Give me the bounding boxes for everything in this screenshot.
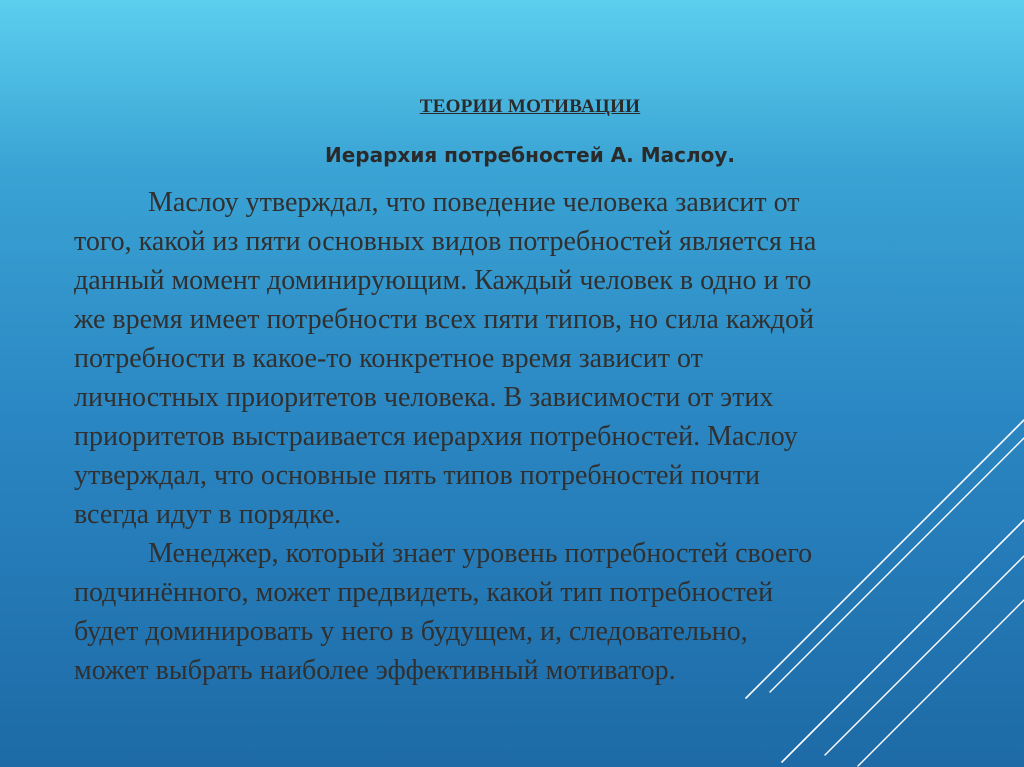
text-line: утверждал, что основные пять типов потребностей почти <box>74 460 760 491</box>
text-line: может выбрать наиболее эффективный мотиватор. <box>74 655 676 686</box>
text-line: потребности в какое-то конкретное время зависит от <box>74 343 703 374</box>
text-line: того, какой из пяти основных видов потребностей является на <box>74 226 817 257</box>
text-line: всегда идут в порядке. <box>74 499 342 530</box>
text-line: Маслоу утверждал, что поведение человека зависит от <box>148 187 800 218</box>
text-line: приоритетов выстраивается иерархия потребностей. Маслоу <box>74 421 798 452</box>
slide-title: ТЕОРИИ МОТИВАЦИИ <box>419 96 641 117</box>
text-line: Менеджер, который знает уровень потребностей своего <box>148 538 813 569</box>
text-line: же время имеет потребности всех пяти типов, но сила каждой <box>74 304 815 335</box>
paragraph-2 <box>74 534 974 690</box>
slide-body <box>74 183 974 690</box>
text-line: данный момент доминирующим. Каждый человек в одно и то <box>74 265 812 296</box>
text-line: личностных приоритетов человека. В зависимости от этих <box>74 382 774 413</box>
text-line: будет доминировать у него в будущем, и, следовательно, <box>74 616 748 647</box>
slide-subtitle: Иерархия потребностей А. Маслоу. <box>324 143 735 167</box>
text-line: подчинённого, может предвидеть, какой тип потребностей <box>74 577 774 608</box>
paragraph-1 <box>74 183 974 534</box>
